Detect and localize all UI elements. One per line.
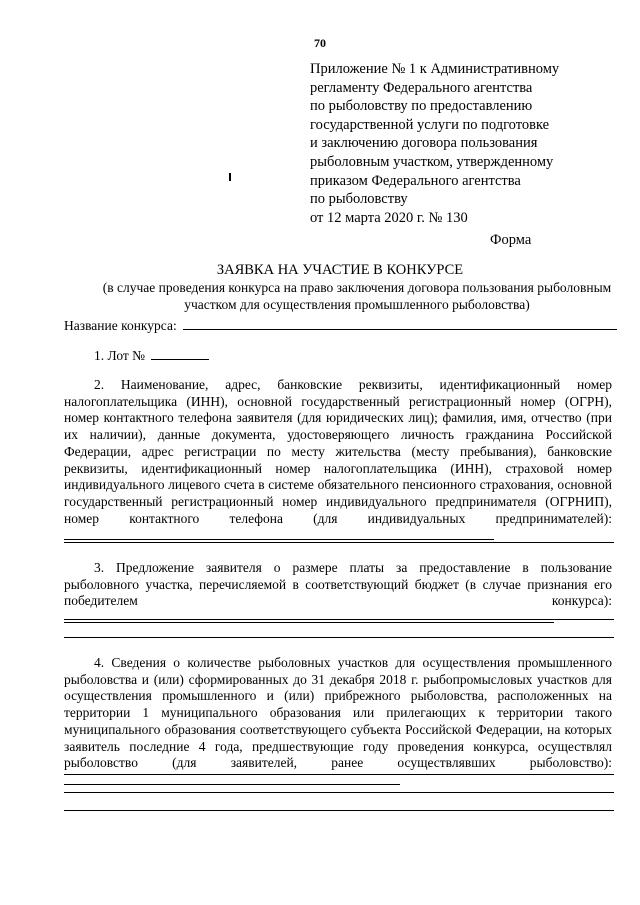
lot-row [94, 346, 209, 364]
appendix-line: Приложение № 1 к Административному [310, 61, 560, 77]
lot-number-field[interactable] [151, 346, 209, 360]
appendix-line: от 12 марта 2020 г. № 130 [310, 209, 468, 226]
appendix-line: рыболовным участком, утвержденному [310, 153, 554, 170]
subtitle-line: участком для осуществления промышленного рыболовства) [184, 296, 530, 312]
contest-name-field[interactable] [183, 316, 617, 330]
page-number: 70 [314, 36, 326, 50]
section-2-text: 2. Наименование, адрес, банковские реквизиты, идентификационный номер налогоплательщика (ИНН), основной государственный регистрационный номер (ОГРН), номер контактного телефона заявителя (для юридических лиц); фамилия, имя, отчество (при их наличии), данные документа, удостоверяющего личность гражданина Российской Федерации, адрес регистрации по месту жительства (месту пребывания), банковские реквизиты, идентификационный номер налогоплательщика (ИНН), страховой номер индивидуального лицевого счета в системе обязательного пенсионного страхования, основной государственный регистрационный номер индивидуального предпринимателя (ОГРНИП), номер контактного телефона (для индивидуальных предпринимателей): [64, 377, 612, 526]
appendix-line: приказом Федерального агентства [310, 172, 521, 189]
appendix-line: и заключению договора пользования [310, 135, 538, 152]
section-2 [64, 377, 612, 545]
appendix-line: регламенту Федерального агентства [310, 79, 533, 96]
scan-mark [229, 173, 231, 181]
appendix-reference [310, 60, 630, 227]
appendix-line: по рыболовству [310, 191, 408, 208]
section-4-answer-line[interactable] [64, 810, 614, 811]
section-3-text: 3. Предложение заявителя о размере платы за предоставление в пользование рыболовного участка, перечисляемой в соответствующий бюджет (в случае признания его победителем конкурса): [64, 560, 612, 609]
section-3 [64, 560, 612, 628]
section-3-answer-field[interactable] [64, 610, 554, 623]
section-4-answer-line[interactable] [64, 774, 614, 775]
form-label: Форма [490, 232, 532, 248]
lot-label: 1. Лот № [94, 348, 146, 363]
subtitle-line: (в случае проведения конкурса на право заключения договора пользования рыболовным [102, 280, 612, 295]
section-4-text: 4. Сведения о количестве рыболовных участков для осуществления промышленного рыболовства и (или) сформированных до 31 декабря 2018 г. рыбопромысловых участков для осуществления промышленного и (или) прибрежного рыболовства, расположенных на территории 1 муниципального образования или прилегающих к территории такого муниципального образования соответствующего субъекта Российской Федерации, на которых заявитель последние 4 года, предшествующие году проведения конкурса, осуществлял рыболовство (для заявителей, ранее осуществлявших рыболовство): [64, 655, 612, 771]
document-subtitle [62, 280, 640, 313]
appendix-line: государственной услуги по подготовке [310, 116, 550, 133]
section-2-answer-line[interactable] [64, 542, 614, 543]
section-4 [64, 655, 612, 790]
contest-name-row [64, 316, 617, 334]
section-2-answer-field[interactable] [64, 527, 494, 540]
section-3-answer-line[interactable] [64, 619, 614, 620]
appendix-line: по рыболовству по предоставлению [310, 98, 533, 115]
document-title: ЗАЯВКА НА УЧАСТИЕ В КОНКУРСЕ [216, 262, 464, 278]
section-3-answer-line[interactable] [64, 637, 614, 638]
section-4-answer-line[interactable] [64, 792, 614, 793]
contest-name-label: Название конкурса: [64, 318, 177, 333]
